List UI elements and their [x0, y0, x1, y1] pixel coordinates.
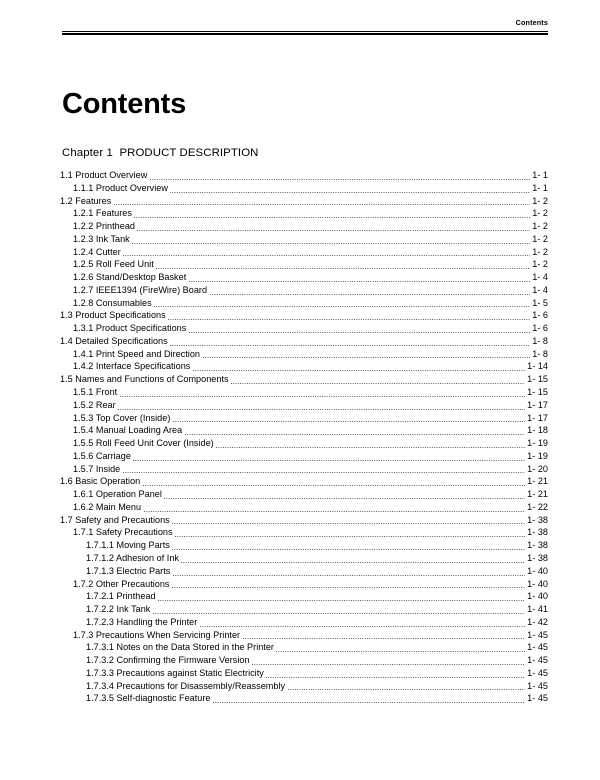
- toc-entry[interactable]: [60, 195, 548, 208]
- toc-page-number: 1- 45: [527, 629, 548, 640]
- toc-entry-title: 1.5.2 Rear: [73, 399, 116, 410]
- toc-entry[interactable]: [60, 463, 548, 476]
- toc-entry[interactable]: [60, 424, 548, 437]
- toc-dot-leader: [172, 517, 524, 526]
- toc-entry-title: 1.6 Basic Operation: [60, 476, 141, 487]
- toc-page-number: 1- 19: [527, 450, 548, 461]
- toc-entry[interactable]: [60, 616, 548, 629]
- toc-dot-leader: [181, 556, 524, 565]
- toc-entry[interactable]: [60, 578, 548, 591]
- toc-page-number: 1- 2: [532, 195, 548, 206]
- toc-page-number: 1- 4: [532, 272, 548, 283]
- toc-page-number: 1- 1: [532, 182, 548, 193]
- toc-entry[interactable]: [60, 629, 548, 642]
- toc-dot-leader: [144, 505, 525, 514]
- toc-entry[interactable]: [60, 399, 548, 412]
- toc-entry[interactable]: [60, 207, 548, 220]
- header-double-rule: [62, 31, 548, 35]
- toc-dot-leader: [156, 262, 529, 271]
- toc-dot-leader: [189, 326, 530, 335]
- toc-dot-leader: [175, 530, 525, 539]
- toc-entry-title: 1.7.1.3 Electric Parts: [86, 565, 171, 576]
- toc-dot-leader: [132, 237, 530, 246]
- toc-entry-title: 1.5.4 Manual Loading Area: [73, 425, 183, 436]
- toc-entry-title: 1.7.3.5 Self-diagnostic Feature: [86, 693, 211, 704]
- toc-entry-title: 1.7.2.1 Printhead: [86, 591, 156, 602]
- toc-dot-leader: [231, 377, 525, 386]
- running-header: [62, 18, 548, 35]
- toc-entry-title: 1.2.1 Features: [73, 208, 132, 219]
- toc-entry-title: 1.5.7 Inside: [73, 463, 121, 474]
- toc-dot-leader: [154, 300, 530, 309]
- toc-entry-title: 1.7.3.1 Notes on the Data Stored in the Printer: [86, 642, 274, 653]
- toc-entry[interactable]: [60, 654, 548, 667]
- toc-dot-leader: [137, 224, 529, 233]
- toc-dot-leader: [170, 339, 530, 348]
- toc-page-number: 1- 38: [527, 527, 548, 538]
- running-header-label: Contents: [515, 18, 548, 27]
- toc-entry-title: 1.7.2 Other Precautions: [73, 578, 170, 589]
- toc-entry-title: 1.5 Names and Functions of Components: [60, 374, 229, 385]
- toc-entry[interactable]: [60, 514, 548, 527]
- toc-entry[interactable]: [60, 335, 548, 348]
- toc-entry[interactable]: [60, 501, 548, 514]
- toc-page-number: 1- 2: [532, 221, 548, 232]
- toc-entry[interactable]: [60, 539, 548, 552]
- toc-page-number: 1- 19: [527, 438, 548, 449]
- toc-dot-leader: [173, 415, 525, 424]
- toc-entry-title: 1.7.3 Precautions When Servicing Printer: [73, 629, 241, 640]
- toc-dot-leader: [288, 683, 525, 692]
- toc-entry-title: 1.3 Product Specifications: [60, 310, 166, 321]
- toc-entry-title: 1.2.8 Consumables: [73, 297, 152, 308]
- toc-entry[interactable]: [60, 246, 548, 259]
- toc-entry-title: 1.3.1 Product Specifications: [73, 323, 187, 334]
- toc-entry[interactable]: [60, 220, 548, 233]
- toc-entry-title: 1.2.6 Stand/Desktop Basket: [73, 272, 187, 283]
- toc-page-number: 1- 40: [527, 591, 548, 602]
- toc-dot-leader: [120, 390, 525, 399]
- toc-entry-title: 1.5.1 Front: [73, 387, 118, 398]
- toc-dot-leader: [134, 211, 529, 220]
- toc-dot-leader: [210, 288, 530, 297]
- toc-page-number: 1- 45: [527, 667, 548, 678]
- toc-entry[interactable]: [60, 233, 548, 246]
- toc-page-number: 1- 5: [532, 297, 548, 308]
- toc-entry[interactable]: [60, 603, 548, 616]
- toc-entry-title: 1.4 Detailed Specifications: [60, 335, 168, 346]
- toc-page-number: 1- 45: [527, 642, 548, 653]
- toc-entry-title: 1.1.1 Product Overview: [73, 182, 168, 193]
- chapter-heading: Chapter 1 PRODUCT DESCRIPTION: [62, 147, 259, 159]
- toc-dot-leader: [150, 173, 530, 182]
- toc-entry-title: 1.7.1.1 Moving Parts: [86, 540, 170, 551]
- toc-entry-title: 1.7.3.4 Precautions for Disassembly/Reassembly: [86, 680, 286, 691]
- toc-entry[interactable]: [60, 360, 548, 373]
- toc-page-number: 1- 21: [527, 476, 548, 487]
- toc-page-number: 1- 41: [527, 604, 548, 615]
- toc-entry-title: 1.2.2 Printhead: [73, 221, 135, 232]
- toc-entry[interactable]: [60, 309, 548, 322]
- toc-entry-title: 1.4.2 Interface Specifications: [73, 361, 191, 372]
- toc-entry[interactable]: [60, 565, 548, 578]
- toc-entry[interactable]: [60, 590, 548, 603]
- toc-entry-title: 1.7.1.2 Adhesion of Ink: [86, 552, 179, 563]
- toc-page-number: 1- 8: [532, 335, 548, 346]
- toc-entry[interactable]: [60, 680, 548, 693]
- toc-page-number: 1- 1: [532, 170, 548, 180]
- toc-page-number: 1- 21: [527, 489, 548, 500]
- toc-page-number: 1- 8: [532, 348, 548, 359]
- toc-dot-leader: [252, 658, 525, 667]
- toc-page-number: 1- 38: [527, 552, 548, 563]
- toc-dot-leader: [200, 620, 525, 629]
- toc-dot-leader: [203, 351, 530, 360]
- toc-dot-leader: [243, 632, 525, 641]
- toc-entry[interactable]: [60, 284, 548, 297]
- toc-entry-title: 1.6.2 Main Menu: [73, 501, 142, 512]
- toc-entry[interactable]: [60, 348, 548, 361]
- toc-entry[interactable]: [60, 412, 548, 425]
- toc-page-number: 1- 38: [527, 514, 548, 525]
- toc-page-number: 1- 45: [527, 655, 548, 666]
- toc-entry-title: 1.1 Product Overview: [60, 170, 148, 180]
- toc-page-number: 1- 40: [527, 565, 548, 576]
- table-of-contents: [60, 169, 548, 705]
- page-title: Contents: [62, 88, 187, 121]
- toc-entry[interactable]: [60, 322, 548, 335]
- toc-page-number: 1- 45: [527, 693, 548, 704]
- toc-page-number: 1- 40: [527, 578, 548, 589]
- toc-dot-leader: [153, 607, 525, 616]
- toc-page-number: 1- 2: [532, 259, 548, 270]
- toc-page-number: 1- 38: [527, 540, 548, 551]
- toc-page-number: 1- 17: [527, 399, 548, 410]
- toc-entry-title: 1.7.3.2 Confirming the Firmware Version: [86, 655, 250, 666]
- toc-dot-leader: [164, 492, 524, 501]
- toc-page-number: 1- 2: [532, 208, 548, 219]
- toc-page-number: 1- 45: [527, 680, 548, 691]
- toc-dot-leader: [158, 594, 525, 603]
- toc-entry[interactable]: [60, 271, 548, 284]
- toc-entry-title: 1.2.7 IEEE1394 (FireWire) Board: [73, 284, 208, 295]
- toc-entry[interactable]: [60, 526, 548, 539]
- toc-dot-leader: [170, 186, 529, 195]
- toc-dot-leader: [276, 645, 524, 654]
- toc-entry-title: 1.4.1 Print Speed and Direction: [73, 348, 200, 359]
- toc-dot-leader: [185, 428, 525, 437]
- toc-page-number: 1- 22: [527, 501, 548, 512]
- toc-dot-leader: [213, 696, 525, 705]
- toc-dot-leader: [193, 364, 525, 373]
- toc-dot-leader: [133, 454, 524, 463]
- toc-page-number: 1- 18: [527, 425, 548, 436]
- toc-entry[interactable]: [60, 437, 548, 450]
- header-rule-thick: [62, 33, 548, 35]
- toc-entry[interactable]: [60, 475, 548, 488]
- toc-entry[interactable]: [60, 667, 548, 680]
- toc-dot-leader: [266, 671, 524, 680]
- toc-dot-leader: [172, 543, 524, 552]
- toc-page-number: 1- 14: [527, 361, 548, 372]
- toc-entry-title: 1.7.2.2 Ink Tank: [86, 604, 151, 615]
- toc-entry-title: 1.2.3 Ink Tank: [73, 233, 130, 244]
- toc-entry-title: 1.7.2.3 Handling the Printer: [86, 616, 198, 627]
- toc-entry-title: 1.2.4 Cutter: [73, 246, 121, 257]
- toc-dot-leader: [168, 313, 530, 322]
- toc-entry-title: 1.5.3 Top Cover (Inside): [73, 412, 171, 423]
- toc-entry[interactable]: [60, 641, 548, 654]
- toc-dot-leader: [189, 275, 530, 284]
- toc-page-number: 1- 2: [532, 246, 548, 257]
- toc-dot-leader: [216, 441, 524, 450]
- toc-page-number: 1- 42: [527, 616, 548, 627]
- toc-entry[interactable]: [60, 182, 548, 195]
- toc-entry[interactable]: [60, 692, 548, 705]
- toc-dot-leader: [114, 198, 530, 207]
- toc-page-number: 1- 6: [532, 310, 548, 321]
- toc-dot-leader: [143, 479, 525, 488]
- toc-page-number: 1- 17: [527, 412, 548, 423]
- toc-page-number: 1- 2: [532, 233, 548, 244]
- toc-page-number: 1- 15: [527, 387, 548, 398]
- toc-page-number: 1- 15: [527, 374, 548, 385]
- toc-entry-title: 1.7 Safety and Precautions: [60, 514, 170, 525]
- toc-entry-title: 1.5.6 Carriage: [73, 450, 131, 461]
- toc-dot-leader: [172, 581, 525, 590]
- toc-dot-leader: [123, 249, 529, 258]
- toc-page-number: 1- 4: [532, 284, 548, 295]
- toc-dot-leader: [123, 466, 525, 475]
- toc-entry-title: 1.2.5 Roll Feed Unit: [73, 259, 154, 270]
- toc-entry[interactable]: [60, 552, 548, 565]
- toc-entry[interactable]: [60, 297, 548, 310]
- toc-page-number: 1- 20: [527, 463, 548, 474]
- toc-dot-leader: [118, 403, 525, 412]
- toc-entry[interactable]: [60, 450, 548, 463]
- toc-entry-title: 1.6.1 Operation Panel: [73, 489, 162, 500]
- toc-dot-leader: [173, 569, 525, 578]
- toc-entry[interactable]: [60, 373, 548, 386]
- toc-page-number: 1- 6: [532, 323, 548, 334]
- toc-entry-title: 1.2 Features: [60, 195, 112, 206]
- toc-entry[interactable]: [60, 488, 548, 501]
- toc-entry[interactable]: [60, 386, 548, 399]
- toc-entry-title: 1.5.5 Roll Feed Unit Cover (Inside): [73, 438, 214, 449]
- toc-entry[interactable]: [60, 258, 548, 271]
- toc-entry-title: 1.7.1 Safety Precautions: [73, 527, 173, 538]
- toc-entry[interactable]: [60, 169, 548, 182]
- toc-entry-title: 1.7.3.3 Precautions against Static Electricity: [86, 667, 264, 678]
